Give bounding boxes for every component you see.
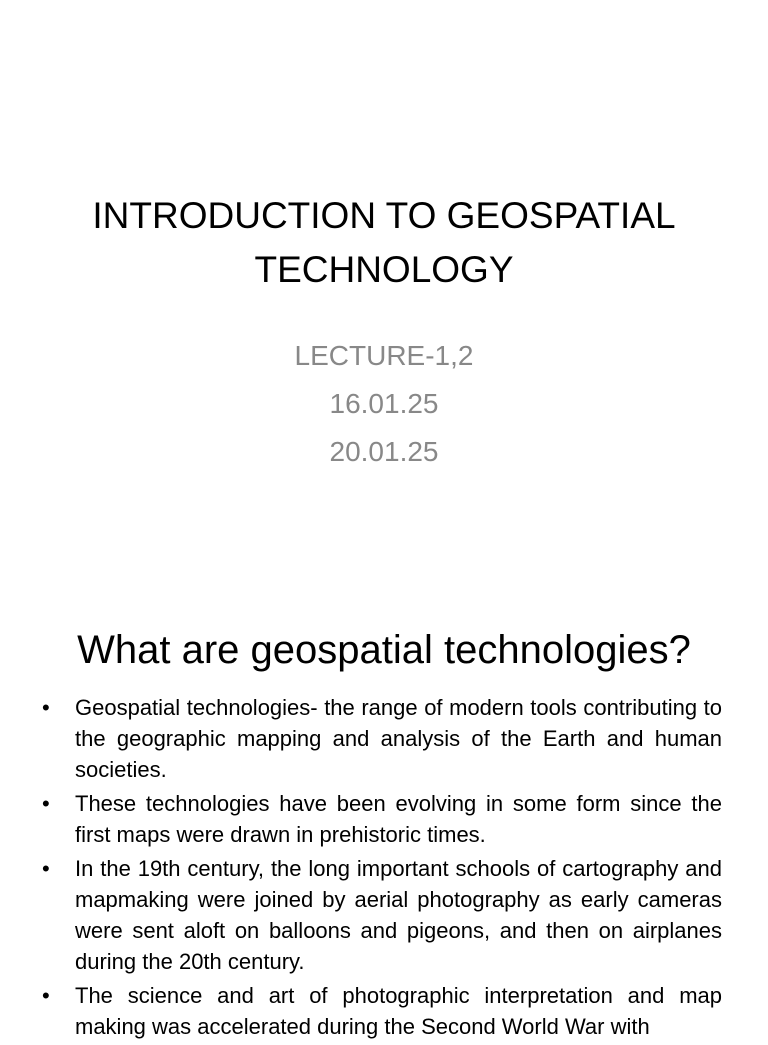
slide-subtitle [40, 332, 728, 476]
subtitle-date-1: 16.01.25 [329, 388, 439, 419]
bullet-icon: • [42, 983, 50, 1008]
bullet-item [42, 980, 722, 1042]
bullet-item [42, 853, 722, 977]
bullet-text: Geospatial technologies- the range of modern tools contributing to the geographic mapping and analysis of the Earth and human societies. [75, 695, 722, 782]
bullet-text: These technologies have been evolving in some form since the first maps were drawn in prehistoric times. [75, 791, 722, 847]
bullet-icon: • [42, 791, 50, 816]
bullet-text: The science and art of photographic interpretation and map making was accelerated during the Second World War with [75, 983, 722, 1039]
bullet-item [42, 788, 722, 850]
slide-content [0, 576, 768, 1039]
subtitle-lecture: LECTURE-1,2 [294, 340, 474, 371]
bullet-text: In the 19th century, the long important schools of cartography and mapmaking were joined by aerial photography as early cameras were sent aloft on balloons and pigeons, and then on airplanes during the 20th century. [75, 856, 722, 974]
bullet-icon: • [42, 856, 50, 881]
bullet-item [42, 692, 722, 785]
bullet-icon: • [42, 695, 50, 720]
slide-title-heading: INTRODUCTION TO GEOSPATIAL TECHNOLOGY [92, 195, 676, 290]
slide-heading: What are geospatial technologies? [77, 628, 691, 672]
bullet-list [42, 692, 722, 1045]
subtitle-date-2: 20.01.25 [329, 436, 439, 467]
